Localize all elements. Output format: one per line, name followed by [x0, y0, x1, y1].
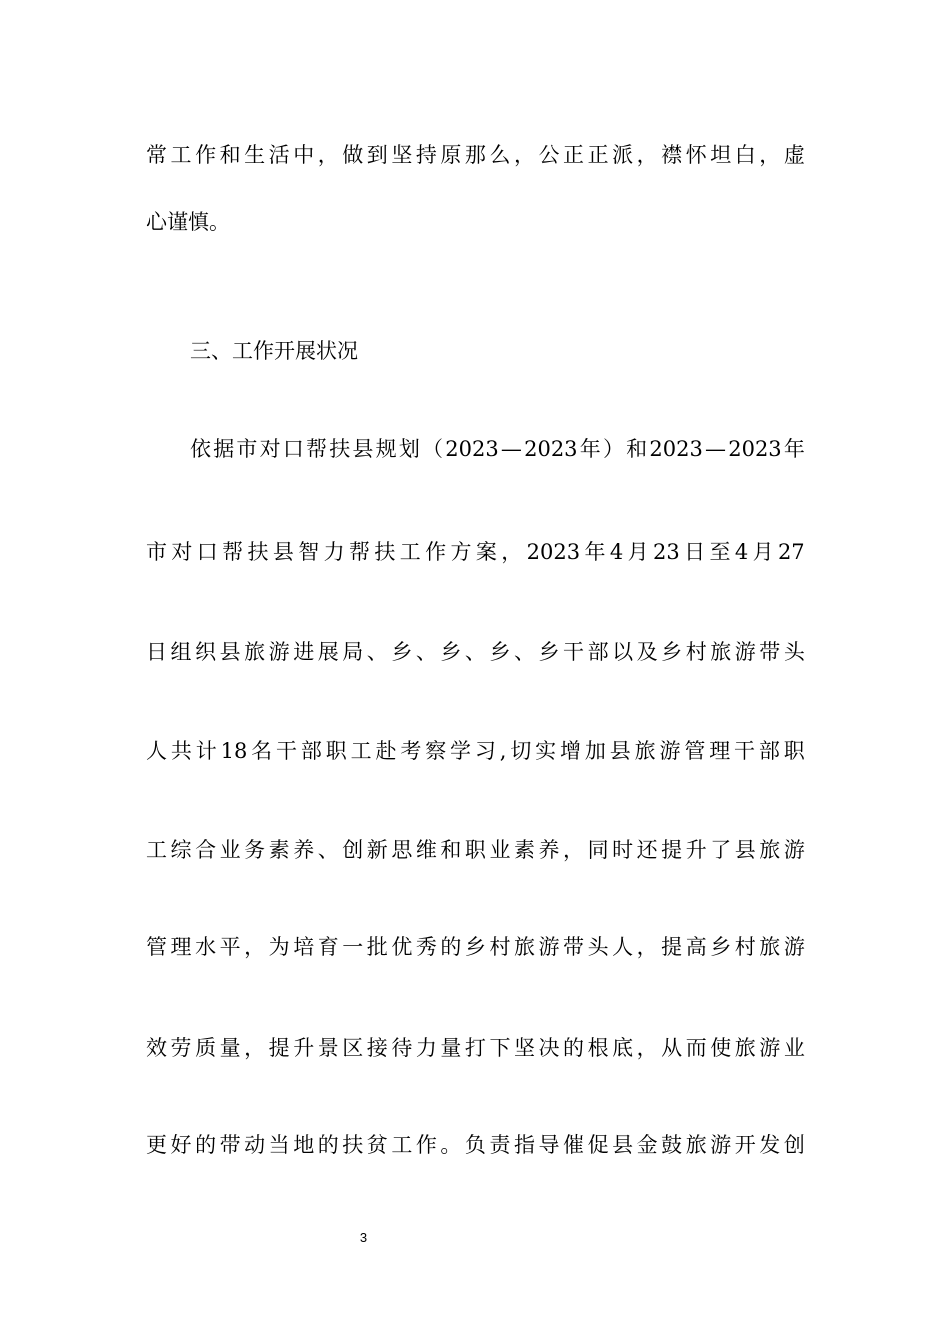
text-line: 管 理 水 平 ， 为 培 育 一 批 优 秀 的 乡 村 旅 游 带 头 人 ， 提 高 乡 村 旅 游 — [146, 935, 805, 959]
text-line: 日 组 织 县 旅 游 进 展 局 、 乡 、 乡 、 乡 、 乡 干 部 以 及 乡 村 旅 游 带 头 — [146, 640, 805, 664]
text-line: 工 综 合 业 务 素 养 、 创 新 思 维 和 职 业 素 养 ， 同 时 还 提 升 了 县 旅 游 — [146, 838, 805, 862]
text-line: 市 对 口 帮 扶 县 智 力 帮 扶 工 作 方 案 ， 2023 年 4 月 23 日 至 4 月 27 — [146, 540, 805, 564]
text-line: 常 工 作 和 生 活 中 ， 做 到 坚 持 原 那 么 ， 公 正 正 派 ， 襟 怀 坦 白 ， 虚 — [146, 143, 805, 167]
text-line: 人 共 计 18 名 干 部 职 工 赴 考 察 学 习 , 切 实 增 加 县 旅 游 管 理 干 部 职 — [146, 739, 805, 763]
text-line: 心谨慎。 — [146, 210, 230, 234]
text-line: 效 劳 质 量 ， 提 升 景 区 接 待 力 量 打 下 坚 决 的 根 底 ， 从 而 使 旅 游 业 — [146, 1036, 805, 1060]
page-number: 3 — [359, 1230, 368, 1245]
section-heading: 三、工作开展状况 — [190, 339, 358, 363]
text-line: 依 据 市 对 口 帮 扶 县 规 划 （ 2023 — 2023 年 ） 和 2023 — 2023 年 — [190, 437, 805, 461]
text-line: 更 好 的 带 动 当 地 的 扶 贫 工 作 。 负 责 指 导 催 促 县 金 鼓 旅 游 开 发 创 — [146, 1133, 805, 1157]
